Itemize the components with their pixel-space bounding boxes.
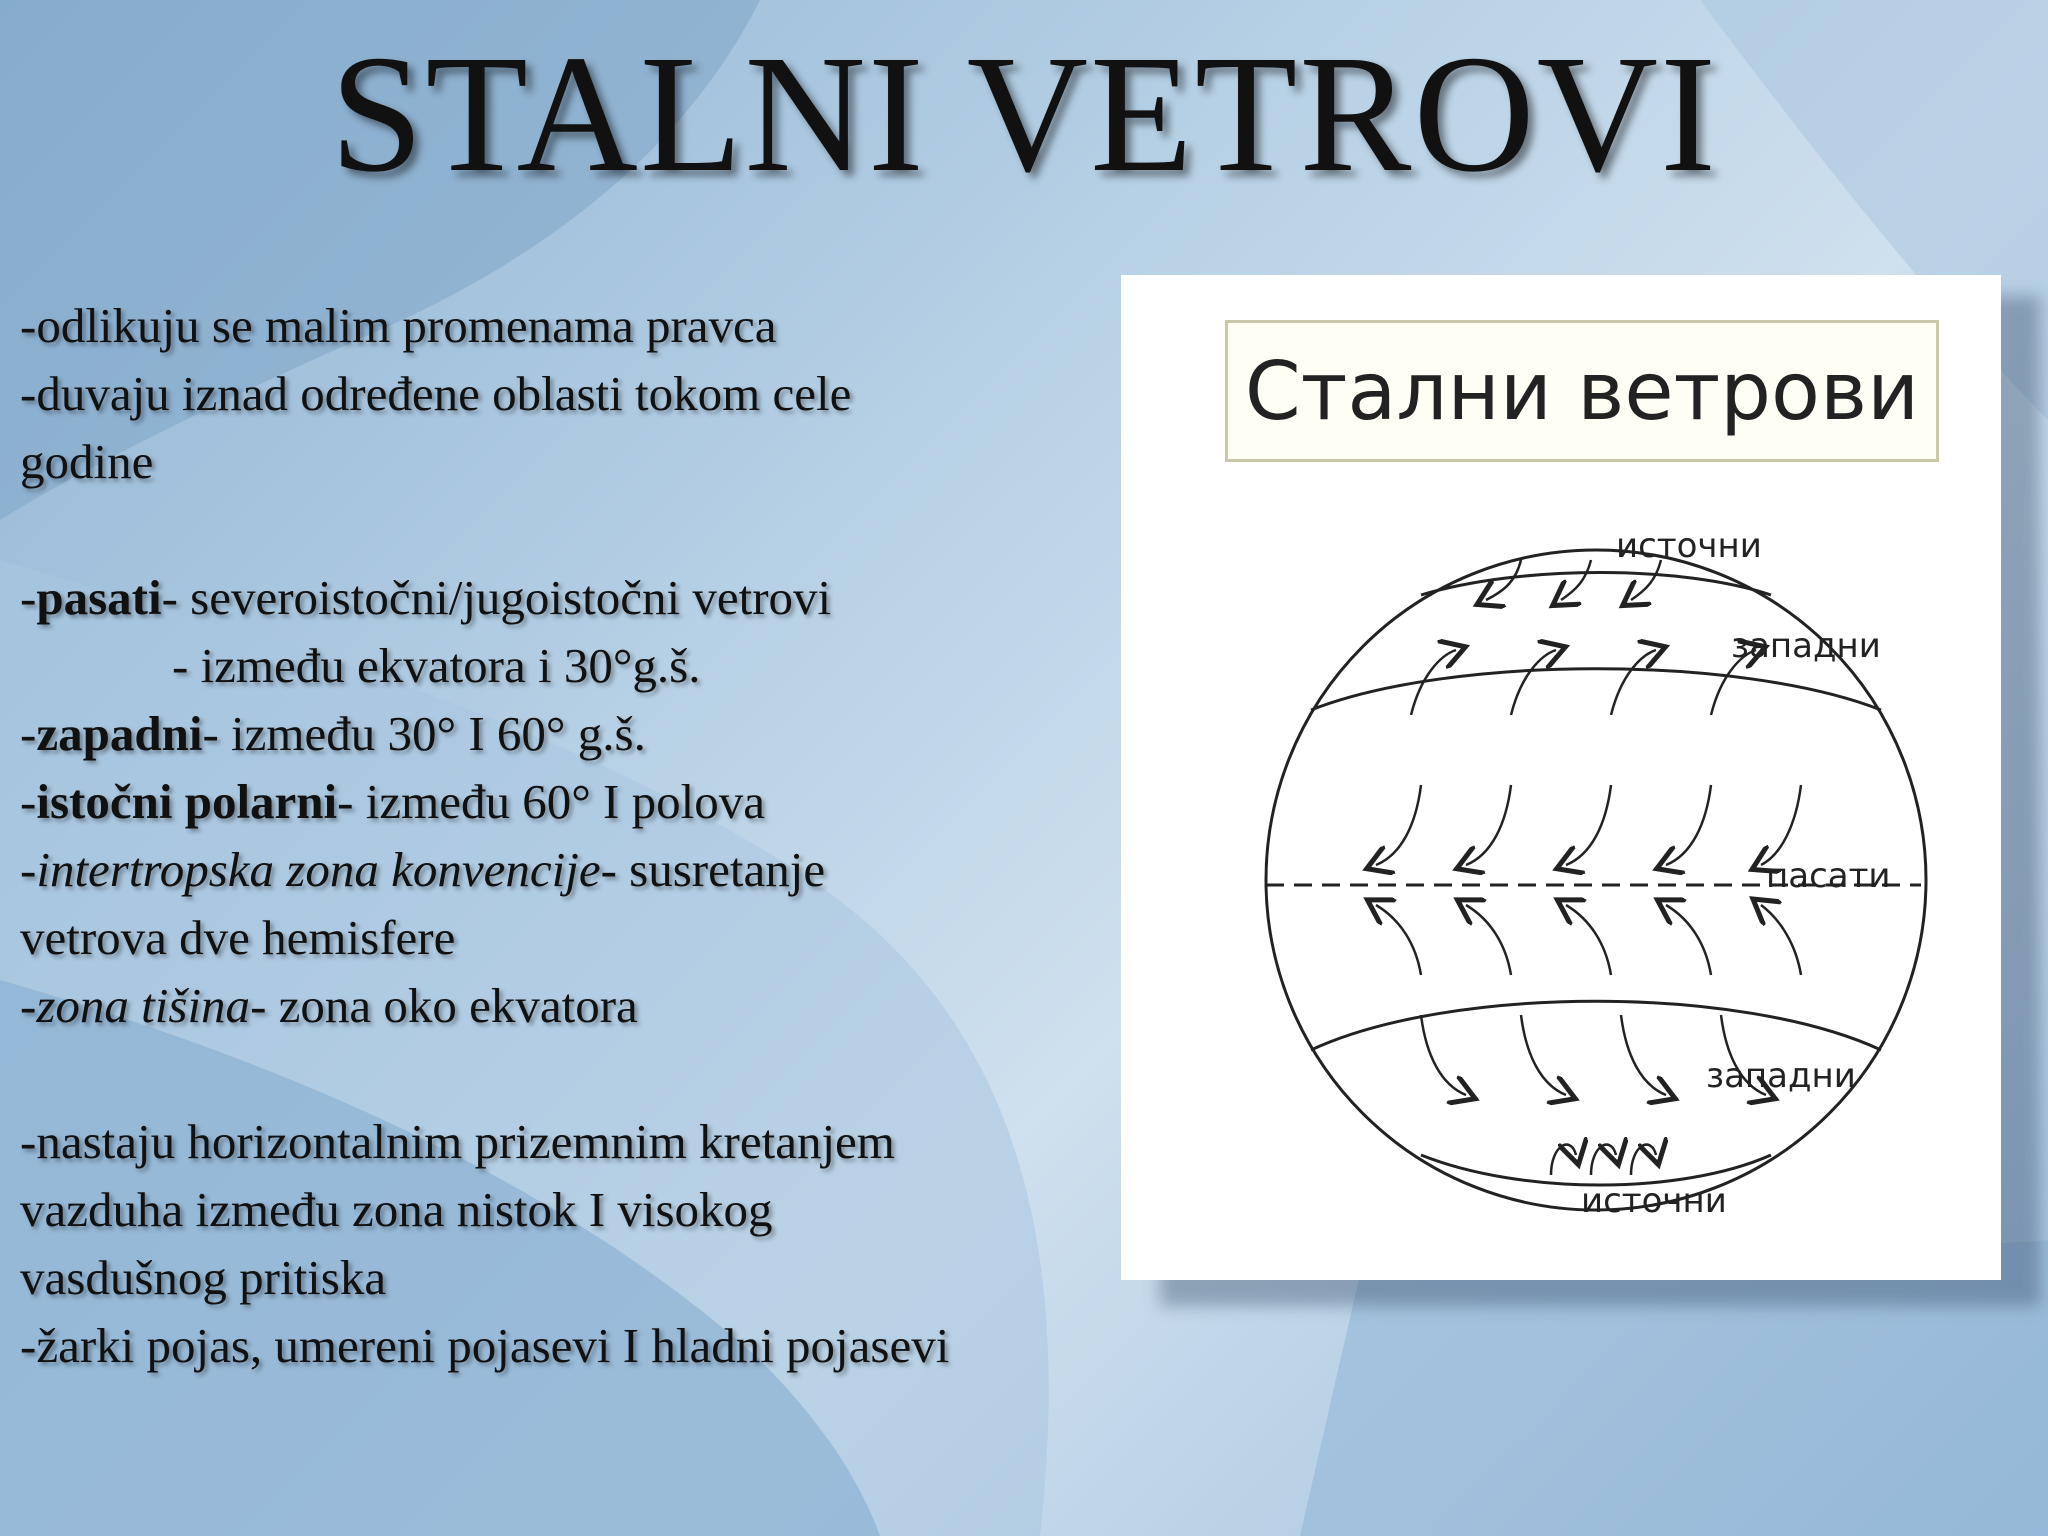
text-line — [20, 1176, 1120, 1244]
trade-wind-arrow — [1761, 905, 1801, 975]
line-prefix: - — [20, 570, 37, 625]
north-polar-line — [1421, 573, 1771, 596]
text-line — [20, 564, 1120, 632]
trade-wind-arrow — [1566, 905, 1611, 975]
westerly-arrow — [1421, 1015, 1466, 1095]
text-line — [20, 1108, 1120, 1176]
emphasized-term: zapadni — [36, 706, 203, 761]
line-text: godine — [20, 434, 154, 489]
line-text: - između 30° I 60° g.š. — [202, 706, 646, 761]
label-west-north: западни — [1731, 626, 1881, 666]
trade-wind-arrow — [1566, 785, 1611, 865]
text-line — [20, 700, 1120, 768]
south-temperate-line — [1311, 1001, 1881, 1050]
line-text: -nastaju horizontalnim prizemnim kretanjem — [20, 1114, 895, 1169]
text-line — [20, 768, 1120, 836]
line-text: - zona oko ekvatora — [250, 978, 638, 1033]
westerly-arrow — [1521, 1015, 1566, 1095]
emphasized-term: pasati — [36, 570, 162, 625]
westerly-arrow — [1621, 1015, 1666, 1095]
line-gap — [20, 1040, 1120, 1108]
text-line — [20, 1312, 1120, 1380]
westerly-arrow — [1611, 650, 1656, 715]
polar-east-arrow — [1591, 1145, 1616, 1175]
line-text: - severoistočni/jugoistočni vetrovi — [161, 570, 832, 625]
line-text: vetrova dve hemisfere — [20, 910, 456, 965]
trade-wind-arrow — [1376, 905, 1421, 975]
line-text: -duvaju iznad određene oblasti tokom cele — [20, 366, 852, 421]
text-line — [20, 972, 1120, 1040]
text-line — [20, 904, 1120, 972]
line-text: vazduha između zona nistok I visokog — [20, 1182, 773, 1237]
line-text: vasdušnog pritiska — [20, 1250, 387, 1305]
text-line — [20, 836, 1120, 904]
westerly-arrow — [1511, 650, 1556, 715]
line-prefix: - — [20, 706, 37, 761]
trade-wind-arrow — [1666, 905, 1711, 975]
line-gap — [20, 496, 1120, 564]
line-text: - susretanje — [600, 842, 826, 897]
emphasized-term: istočni polarni — [36, 774, 338, 829]
polar-east-arrow — [1631, 560, 1661, 600]
text-line — [20, 1244, 1120, 1312]
text-line — [20, 292, 1120, 360]
trade-wind-arrow — [1761, 785, 1801, 865]
polar-east-arrow — [1631, 1145, 1656, 1175]
globe-diagram — [1121, 275, 2001, 1280]
figure-heading: Стални ветрови — [1225, 320, 1939, 462]
line-prefix: - — [20, 978, 37, 1033]
trade-wind-arrow — [1466, 785, 1511, 865]
wind-diagram-figure — [1121, 275, 2001, 1280]
line-prefix: - — [20, 842, 37, 897]
text-line — [20, 360, 1120, 428]
line-text: -odlikuju se malim promenama pravca — [20, 298, 777, 353]
polar-east-arrow — [1561, 560, 1591, 600]
bullet-list — [20, 292, 1120, 1380]
trade-wind-arrow — [1466, 905, 1511, 975]
line-text: -žarki pojas, umereni pojasevi I hladni pojasevi — [20, 1318, 950, 1373]
label-east-north: источни — [1616, 526, 1762, 566]
label-trade: пасати — [1766, 856, 1891, 896]
text-line — [20, 428, 1120, 496]
emphasized-term: zona tišina — [36, 978, 251, 1033]
emphasized-term: intertropska zona konvencije — [36, 842, 601, 897]
label-east-south: источни — [1581, 1181, 1727, 1221]
line-text: - između 60° I polova — [337, 774, 765, 829]
trade-wind-arrow — [1666, 785, 1711, 865]
line-text: - između ekvatora i 30°g.š. — [172, 638, 701, 693]
label-west-south: западни — [1706, 1056, 1856, 1096]
text-line — [20, 632, 1120, 700]
polar-east-arrow — [1551, 1145, 1576, 1175]
slide-title: STALNI VETROVI — [330, 21, 1718, 207]
north-temperate-line — [1311, 669, 1881, 710]
line-prefix: - — [20, 774, 37, 829]
trade-wind-arrow — [1376, 785, 1421, 865]
